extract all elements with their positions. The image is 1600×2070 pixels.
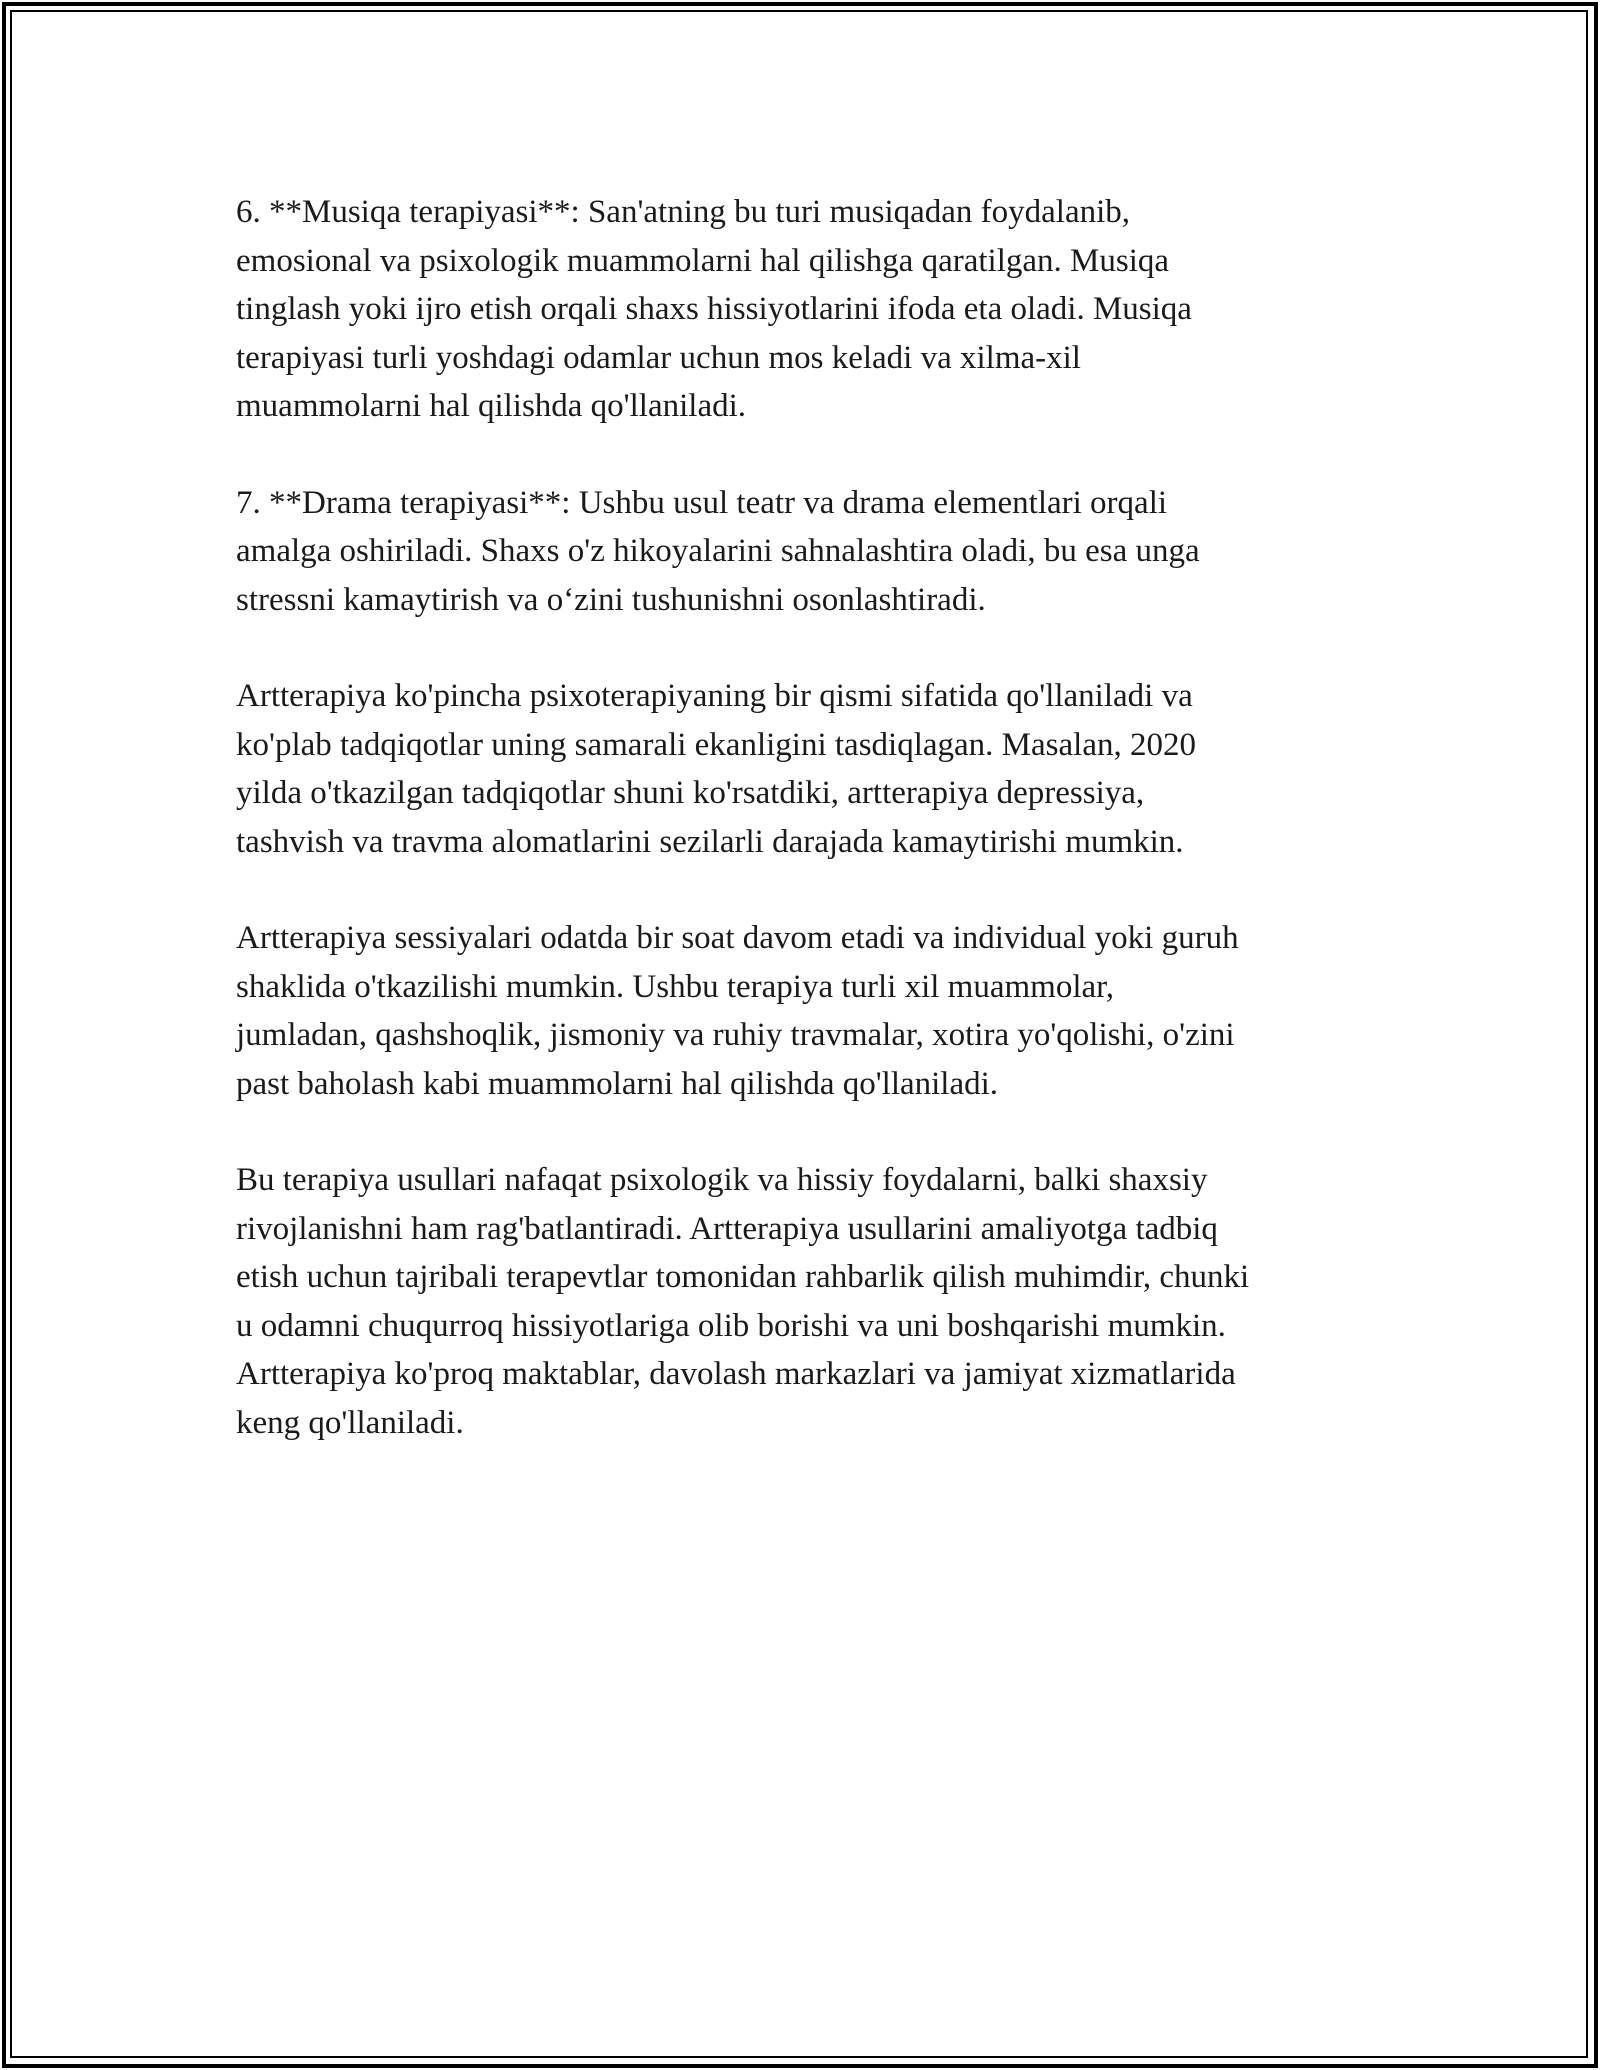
paragraph-art-therapy-research: Artterapiya ko'pincha psixoterapiyaning bir qismi sifatida qo'llaniladi va ko'plab tadqiqotlar uning samarali ekanligini tasdiqlagan. Masalan, 2020 yilda o'tkazilgan tadqiqotlar shuni ko'rsatdiki, artterapiya depressiya, tashvish va travma alomatlarini sezilarli darajada kamaytirishi mumkin.	[236, 678, 1196, 860]
document-body	[236, 188, 1386, 1495]
paragraph-drama-therapy: 7. **Drama terapiyasi**: Ushbu usul teatr va drama elementlari orqali amalga oshiriladi. Shaxs o'z hikoyalarini sahnalashtira oladi, bu esa unga stressni kamaytirish va o‘zini tushunishni osonlashtiradi.	[236, 484, 1200, 618]
paragraph-music-therapy: 6. **Musiqa terapiyasi**: San'atning bu turi musiqadan foydalanib, emosional va psixologik muammolarni hal qilishga qaratilgan. Musiqa tinglash yoki ijro etish orqali shaxs hissiyotlarini ifoda eta oladi. Musiqa terapiyasi turli yoshdagi odamlar uchun mos keladi va xilma-xil muammolarni hal qilishda qo'llaniladi.	[236, 194, 1192, 424]
paragraph-art-therapy-benefits: Bu terapiya usullari nafaqat psixologik va hissiy foydalarni, balki shaxsiy rivojlanishni ham rag'batlantiradi. Artterapiya usullarini amaliyotga tadbiq etish uchun tajribali terapevtlar tomonidan rahbarlik qilish muhimdir, chunki u odamni chuqurroq hissiyotlariga olib borishi va uni boshqarishi mumkin. Artterapiya ko'proq maktablar, davolash markazlari va jamiyat xizmatlarida keng qo'llaniladi.	[236, 1162, 1250, 1441]
paragraph-art-therapy-sessions: Artterapiya sessiyalari odatda bir soat davom etadi va individual yoki guruh shaklida o'tkazilishi mumkin. Ushbu terapiya turli xil muammolar, jumladan, qashshoqlik, jismoniy va ruhiy travmalar, xotira yo'qolishi, o'zini past baholash kabi muammolarni hal qilishda qo'llaniladi.	[236, 920, 1239, 1102]
